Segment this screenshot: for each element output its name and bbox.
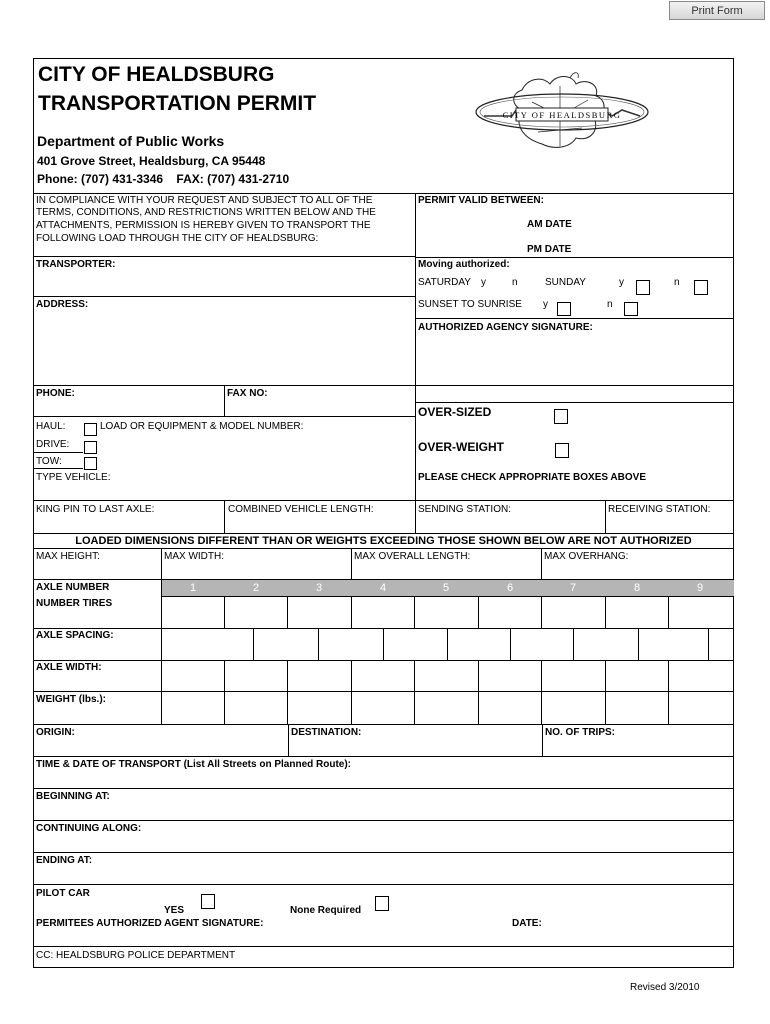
address-label: ADDRESS: <box>36 299 89 310</box>
revised-date: Revised 3/2010 <box>630 982 700 993</box>
haul-label: HAUL: <box>36 421 66 432</box>
sunset-y-checkbox[interactable] <box>557 302 571 316</box>
continuing-label: CONTINUING ALONG: <box>36 823 142 834</box>
compliance-line: FOLLOWING LOAD THROUGH THE CITY OF HEALDSBURG: <box>36 233 319 244</box>
pm-date-label: PM DATE <box>527 244 572 255</box>
overweight-checkbox[interactable] <box>555 443 569 458</box>
axle-number: 3 <box>315 582 323 594</box>
sunday-n-checkbox[interactable] <box>694 280 708 295</box>
saturday-label: SATURDAY <box>418 277 471 288</box>
pilot-car-label: PILOT CAR <box>36 888 90 899</box>
tow-label: TOW: <box>36 456 62 467</box>
weight-label: WEIGHT (lbs.): <box>36 694 106 705</box>
check-boxes-note: PLEASE CHECK APPROPRIATE BOXES ABOVE <box>418 472 646 483</box>
dimensions-warning: LOADED DIMENSIONS DIFFERENT THAN OR WEIGHTS EXCEEDING THOSE SHOWN BELOW ARE NOT AUTHORIZED <box>75 535 692 547</box>
combined-length-label: COMBINED VEHICLE LENGTH: <box>228 504 374 515</box>
axle-number: 6 <box>506 582 514 594</box>
max-overhang-label: MAX OVERHANG: <box>544 551 629 562</box>
axle-number-label: AXLE NUMBER <box>36 582 110 593</box>
phone-label: PHONE: <box>36 388 75 399</box>
drive-checkbox[interactable] <box>84 441 97 454</box>
am-date-label: AM DATE <box>527 219 572 230</box>
sunday-label: SUNDAY <box>545 277 586 288</box>
destination-label: DESTINATION: <box>291 727 362 738</box>
sunset-label: SUNSET TO SUNRISE <box>418 299 522 310</box>
axle-number: 5 <box>442 582 450 594</box>
oversized-label: OVER-SIZED <box>418 405 492 419</box>
sunset-n: n <box>607 299 613 310</box>
pilot-none-label: None Required <box>290 905 362 916</box>
origin-label: ORIGIN: <box>36 727 75 738</box>
pilot-yes-label: YES <box>164 905 185 916</box>
time-date-label: TIME & DATE OF TRANSPORT (List All Streets on Planned Route): <box>36 759 352 770</box>
overweight-label: OVER-WEIGHT <box>418 440 504 454</box>
trips-label: NO. OF TRIPS: <box>545 727 615 738</box>
max-length-label: MAX OVERALL LENGTH: <box>354 551 471 562</box>
pilot-yes-checkbox[interactable] <box>201 894 215 909</box>
department-name: Department of Public Works <box>37 133 225 149</box>
receiving-station-label: RECEIVING STATION: <box>608 504 711 515</box>
beginning-label: BEGINNING AT: <box>36 791 110 802</box>
permit-title: TRANSPORTATION PERMIT <box>38 92 317 115</box>
max-height-label: MAX HEIGHT: <box>36 551 100 562</box>
axle-number: 8 <box>633 582 641 594</box>
ending-label: ENDING AT: <box>36 855 93 866</box>
fax-label: FAX NO: <box>227 388 268 399</box>
axle-number: 4 <box>379 582 387 594</box>
department-phone-fax: Phone: (707) 431-3346 FAX: (707) 431-2710 <box>37 172 290 186</box>
address-field[interactable] <box>34 311 414 384</box>
axle-number: 9 <box>696 582 704 594</box>
axle-number: 1 <box>189 582 197 594</box>
date-label: DATE: <box>512 918 542 929</box>
type-vehicle-label: TYPE VEHICLE: <box>36 472 111 483</box>
department-address: 401 Grove Street, Healdsburg, CA 95448 <box>37 154 266 168</box>
number-tires-label: NUMBER TIRES <box>36 598 113 609</box>
compliance-line: IN COMPLIANCE WITH YOUR REQUEST AND SUBJECT TO ALL OF THE <box>36 195 373 206</box>
oversized-checkbox[interactable] <box>554 409 568 424</box>
axle-number: 2 <box>252 582 260 594</box>
max-width-label: MAX WIDTH: <box>164 551 224 562</box>
king-pin-label: KING PIN TO LAST AXLE: <box>36 504 155 515</box>
cc-line: CC: HEALDSBURG POLICE DEPARTMENT <box>36 950 236 961</box>
agency-signature-field[interactable] <box>417 334 733 401</box>
city-title: CITY OF HEALDSBURG <box>38 63 275 86</box>
logo-text: CITY OF HEALDSBURG <box>502 110 622 120</box>
city-logo <box>472 66 652 154</box>
print-form-button[interactable]: Print Form <box>669 1 765 20</box>
sunset-y: y <box>543 299 548 310</box>
axle-spacing-label: AXLE SPACING: <box>36 630 114 641</box>
sunday-n: n <box>674 277 680 288</box>
axle-number: 7 <box>569 582 577 594</box>
axle-width-label: AXLE WIDTH: <box>36 662 102 673</box>
haul-checkbox[interactable] <box>84 423 97 436</box>
tow-checkbox[interactable] <box>84 457 97 470</box>
pilot-none-checkbox[interactable] <box>375 896 389 911</box>
saturday-y: y <box>481 277 486 288</box>
permit-valid-label: PERMIT VALID BETWEEN: <box>418 195 544 206</box>
transporter-label: TRANSPORTER: <box>36 259 116 270</box>
compliance-line: ATTACHMENTS, PERMISSION IS HEREBY GIVEN TO TRANSPORT THE <box>36 220 371 231</box>
agent-signature-label: PERMITEES AUTHORIZED AGENT SIGNATURE: <box>36 918 264 929</box>
sunset-n-checkbox[interactable] <box>624 302 638 316</box>
sending-station-label: SENDING STATION: <box>418 504 511 515</box>
moving-authorized-label: Moving authorized: <box>418 259 510 270</box>
sunday-y: y <box>619 277 624 288</box>
sunday-y-checkbox[interactable] <box>636 280 650 295</box>
agency-signature-label: AUTHORIZED AGENCY SIGNATURE: <box>418 322 593 333</box>
transporter-field[interactable] <box>34 271 414 295</box>
drive-label: DRIVE: <box>36 439 70 450</box>
compliance-line: TERMS, CONDITIONS, AND RESTRICTIONS WRITTEN BELOW AND THE <box>36 207 376 218</box>
load-equipment-label: LOAD OR EQUIPMENT & MODEL NUMBER: <box>100 421 304 432</box>
saturday-n: n <box>512 277 518 288</box>
